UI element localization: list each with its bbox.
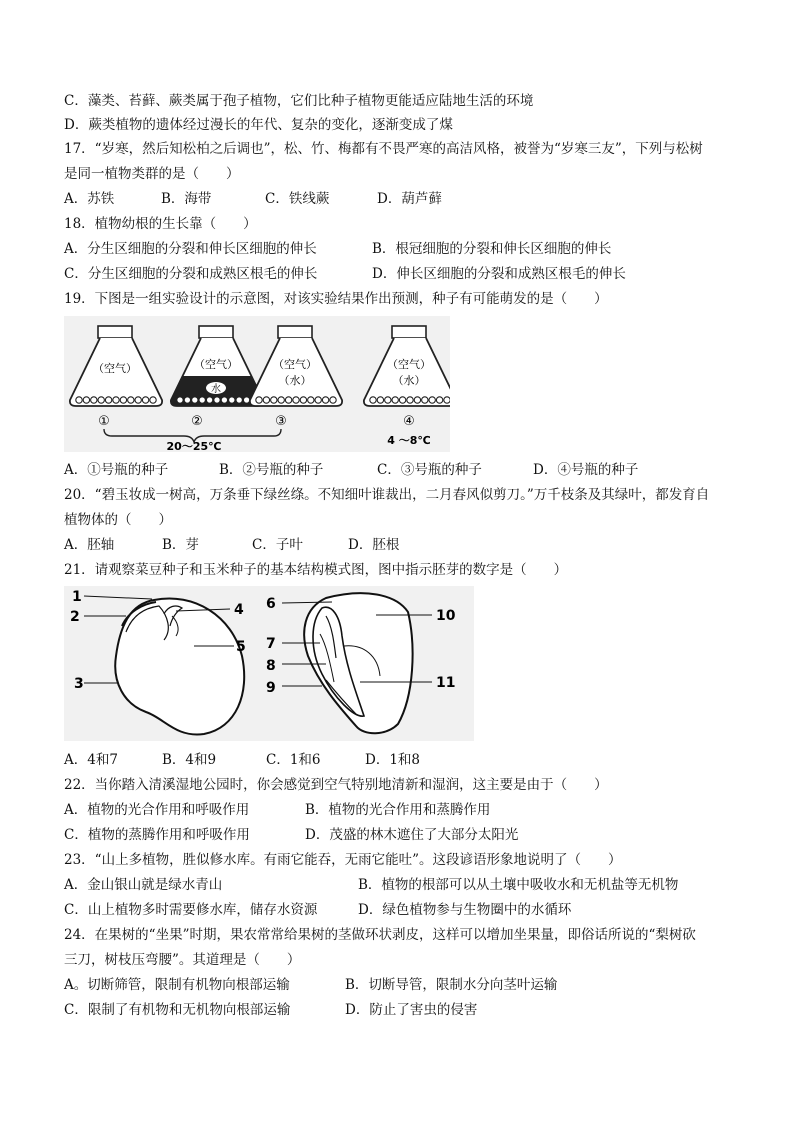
seed — [243, 397, 249, 403]
q24-stem-line2: 三刀，树枝压弯腰”。其道理是（ ） — [64, 952, 301, 968]
seed — [256, 397, 262, 403]
seed — [236, 397, 242, 403]
q17-option-c: C．铁线蕨 — [265, 191, 330, 207]
seed — [105, 397, 111, 403]
bean-label-3: 3 — [74, 676, 84, 692]
seed — [199, 397, 205, 403]
bean-label-4: 4 — [234, 602, 244, 618]
q23-option-d: D．绿色植物参与生物圈中的水循环 — [358, 902, 572, 918]
q20-stem-line2: 植物体的（ ） — [64, 512, 172, 528]
q17-stem-line2: 是同一植物类群的是（ ） — [64, 166, 240, 182]
seed — [322, 397, 328, 403]
q19-option-a: A．①号瓶的种子 — [64, 462, 169, 478]
q22-option-a: A．植物的光合作用和呼吸作用 — [64, 802, 250, 818]
flask-1 — [70, 326, 162, 406]
seed — [422, 397, 428, 403]
option-c-prev: C．藻类、苔藓、蕨类属于孢子植物，它们比种子植物更能适应陆地生活的环境 — [64, 93, 534, 109]
flask-number-4: ④ — [403, 414, 415, 429]
q21-option-a: A．4和7 — [64, 752, 118, 768]
flask-4-water-label: （水） — [392, 374, 426, 387]
q20-option-a: A．胚轴 — [64, 537, 115, 553]
q18-option-c: C．分生区细胞的分裂和成熟区根毛的伸长 — [64, 266, 318, 282]
q17-option-a: A．苏铁 — [64, 191, 115, 207]
seed — [120, 397, 126, 403]
seed — [76, 397, 82, 403]
seed — [91, 397, 97, 403]
seed — [150, 397, 156, 403]
seed — [221, 397, 227, 403]
q20-option-d: D．胚根 — [348, 537, 400, 553]
corn-label-11: 11 — [436, 675, 456, 691]
q23-option-c: C．山上植物多时需要修水库，储存水资源 — [64, 902, 318, 918]
q17-option-b: B．海带 — [161, 191, 212, 207]
q24-option-d: D．防止了害虫的侵害 — [345, 1002, 478, 1018]
q20-option-b: B．芽 — [162, 537, 199, 553]
q19-flask-figure — [64, 316, 450, 452]
q19-option-c: C．③号瓶的种子 — [377, 462, 482, 478]
q18-option-a: A．分生区细胞的分裂和伸长区细胞的伸长 — [64, 241, 317, 257]
q23-option-b: B．植物的根部可以从土壤中吸收水和无机盐等无机物 — [358, 877, 679, 893]
seed — [407, 397, 413, 403]
seed — [429, 397, 435, 403]
seed — [308, 397, 314, 403]
flask-1-seeds — [76, 397, 156, 403]
seed — [330, 397, 336, 403]
seed — [285, 397, 291, 403]
bean-seed-diagram — [115, 598, 244, 734]
flask-3-air-label: （空气） — [273, 358, 317, 371]
q22-option-b: B．植物的光合作用和蒸腾作用 — [305, 802, 491, 818]
seed — [214, 397, 220, 403]
seed — [98, 397, 104, 403]
q23-option-a: A．金山银山就是绿水青山 — [64, 877, 223, 893]
seed — [399, 397, 405, 403]
q22-stem: 22．当你踏入清溪湿地公园时，你会感觉到空气特别地清新和湿润，这主要是由于（ ） — [64, 777, 608, 793]
corn-label-7: 7 — [266, 636, 276, 652]
flask-3-water-label: （水） — [278, 374, 312, 387]
q24-option-a: A。切断筛管，限制有机物向根部运输 — [64, 977, 290, 993]
seed — [263, 397, 269, 403]
q21-option-c: C．1和6 — [266, 752, 321, 768]
seed — [229, 397, 235, 403]
q22-option-c: C．植物的蒸腾作用和呼吸作用 — [64, 827, 250, 843]
seed — [436, 397, 442, 403]
seed — [177, 397, 183, 403]
bean-label-1: 1 — [72, 589, 82, 605]
seed — [271, 397, 277, 403]
seed — [278, 397, 284, 403]
seed — [184, 397, 190, 403]
temp-warm-label: 20～25℃ — [166, 440, 222, 452]
q21-seed-figure — [64, 586, 474, 741]
q21-stem: 21．请观察菜豆种子和玉米种子的基本结构模式图，图中指示胚芽的数字是（ ） — [64, 562, 568, 578]
q20-stem-line1: 20．“碧玉妆成一树高，万条垂下绿丝绦。不知细叶谁裁出，二月春风似剪刀。”万千枝条及其绿叶，都发育自 — [64, 487, 710, 503]
q20-option-c: C．子叶 — [252, 537, 303, 553]
flask-2-water-label: 水 — [211, 384, 221, 395]
seed — [315, 397, 321, 403]
option-d-prev: D．蕨类植物的遗体经过漫长的年代、复杂的变化，逐渐变成了煤 — [64, 117, 453, 133]
flask-number-3: ③ — [275, 414, 287, 429]
temp-cold-label: 4 ～8℃ — [387, 434, 431, 447]
seed — [206, 397, 212, 403]
q23-stem: 23．“山上多植物，胜似修水库。有雨它能吞，无雨它能吐”。这段谚语形象地说明了（ ） — [64, 852, 622, 868]
corn-label-9: 9 — [266, 680, 276, 696]
q18-stem: 18．植物幼根的生长靠（ ） — [64, 216, 257, 232]
seed — [83, 397, 89, 403]
seed — [392, 397, 398, 403]
q19-option-b: B．②号瓶的种子 — [219, 462, 324, 478]
flask-4 — [364, 326, 450, 406]
corn-label-6: 6 — [266, 596, 276, 612]
q19-stem: 19．下图是一组实验设计的示意图，对该实验结果作出预测，种子有可能萌发的是（ ） — [64, 291, 608, 307]
flask-3-seeds — [256, 397, 336, 403]
seed — [293, 397, 299, 403]
q21-option-d: D．1和8 — [365, 752, 421, 768]
seed — [370, 397, 376, 403]
bean-label-5: 5 — [236, 639, 246, 655]
q22-option-d: D．茂盛的林木遮住了大部分太阳光 — [305, 827, 519, 843]
flask-1-air-label: （空气） — [93, 362, 137, 375]
flask-2-seeds — [177, 397, 257, 403]
flask-3 — [250, 326, 342, 406]
flask-2-air-label: （空气） — [194, 358, 238, 371]
seed — [113, 397, 119, 403]
q17-option-d: D．葫芦藓 — [377, 191, 442, 207]
seed — [377, 397, 383, 403]
q18-option-d: D．伸长区细胞的分裂和成熟区根毛的伸长 — [372, 266, 626, 282]
seed — [142, 397, 148, 403]
q19-option-d: D．④号瓶的种子 — [533, 462, 639, 478]
q21-option-b: B．4和9 — [162, 752, 217, 768]
q17-stem-line1: 17．“岁寒，然后知松柏之后调也”，松、竹、梅都有不畏严寒的高洁风格，被誉为“岁寒三友”，下列与松树 — [64, 141, 703, 157]
flask-4-air-label: （空气） — [387, 358, 431, 371]
seed — [192, 397, 198, 403]
seed — [300, 397, 306, 403]
q18-option-b: B．根冠细胞的分裂和伸长区细胞的伸长 — [372, 241, 612, 257]
q24-option-b: B．切断导管，限制水分向茎叶运输 — [345, 977, 558, 993]
flask-number-1: ① — [98, 414, 110, 429]
corn-label-10: 10 — [436, 608, 456, 624]
corn-label-8: 8 — [266, 658, 276, 674]
flask-4-seeds — [370, 397, 450, 403]
seed — [385, 397, 391, 403]
corn-seed-diagram — [304, 593, 412, 733]
seed — [135, 397, 141, 403]
bean-label-2: 2 — [70, 609, 80, 625]
q24-stem-line1: 24．在果树的“坐果”时期，果农常常给果树的茎做环状剥皮，这样可以增加坐果量，即俗话所说的“梨树砍 — [64, 927, 696, 943]
seed — [128, 397, 134, 403]
flask-2 — [171, 326, 263, 406]
seed — [444, 397, 450, 403]
seed — [414, 397, 420, 403]
flask-number-2: ② — [191, 414, 203, 429]
q24-option-c: C．限制了有机物和无机物向根部运输 — [64, 1002, 291, 1018]
